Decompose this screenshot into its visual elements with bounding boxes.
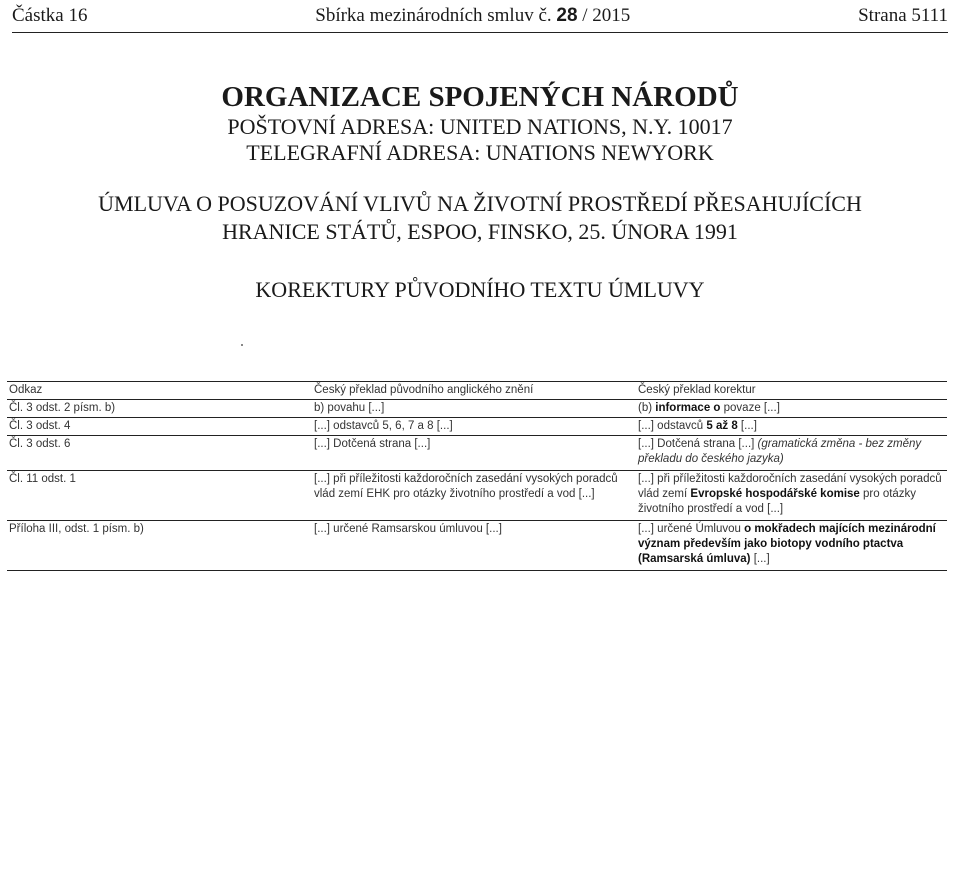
page-header — [12, 0, 948, 33]
telegraph-address: TELEGRAFNÍ ADRESA: UNATIONS NEWYORK — [246, 140, 714, 165]
correction-translation-cell — [636, 436, 947, 471]
reference-cell: Čl. 3 odst. 6 — [7, 436, 312, 471]
issue-label: Částka 16 — [12, 5, 88, 26]
original-translation-cell: b) povahu [...] — [312, 400, 636, 418]
plain-text: [...] — [750, 553, 770, 565]
convention-title-line-2: HRANICE STÁTŮ, ESPOO, FINSKO, 25. ÚNORA 1991 — [222, 219, 738, 244]
plain-text: pro otázky životního prostředí a vod [...] — [638, 488, 917, 515]
plain-text: [...] odstavců — [638, 420, 707, 432]
emphasized-text: Evropské hospodářské komise — [690, 488, 860, 500]
table-row — [7, 521, 947, 571]
plain-text: povaze [...] — [720, 402, 780, 414]
table-body — [7, 400, 947, 571]
plain-text: [...] určené — [638, 523, 696, 535]
collection-label — [315, 5, 630, 27]
plain-text: Úmluvou — [695, 523, 741, 535]
original-translation-cell: [...] Dotčená strana [...] — [312, 436, 636, 471]
emphasized-text: 5 až 8 — [706, 420, 738, 432]
header-reference: Odkaz — [7, 382, 312, 400]
table-header-row — [7, 382, 947, 400]
correction-translation-cell — [636, 400, 947, 418]
original-translation-cell: [...] odstavců 5, 6, 7 a 8 [...] — [312, 418, 636, 436]
reference-cell: Čl. 11 odst. 1 — [7, 471, 312, 521]
plain-text: (b) — [638, 402, 656, 414]
organization-title: ORGANIZACE SPOJENÝCH NÁRODŮ — [221, 81, 739, 113]
header-correction-translation: Český překlad korektur — [636, 382, 947, 400]
collection-name: Sbírka mezinárodních smluv č. — [315, 5, 552, 26]
scan-speck — [241, 344, 243, 346]
collection-year: / 2015 — [582, 5, 631, 26]
corrections-heading: KOREKTURY PŮVODNÍHO TEXTU ÚMLUVY — [255, 277, 705, 302]
table-row — [7, 400, 947, 418]
convention-title-line-1: ÚMLUVA O POSUZOVÁNÍ VLIVŮ NA ŽIVOTNÍ PROSTŘEDÍ PŘESAHUJÍCÍCH — [98, 191, 862, 216]
original-translation-cell: [...] při příležitosti každoročních zasedání vysokých poradců vlád zemí EHK pro otázky životního prostředí a vod [...] — [312, 471, 636, 521]
plain-text: [...] Dotčená strana [...] — [638, 438, 758, 450]
table-row — [7, 436, 947, 471]
postal-address: POŠTOVNÍ ADRESA: UNITED NATIONS, N.Y. 10017 — [227, 114, 733, 139]
plain-text: [...] při příležitosti každoročních zasedání vysokých poradců vlád zemí — [638, 473, 942, 500]
reference-cell: Čl. 3 odst. 4 — [7, 418, 312, 436]
convention-title — [0, 190, 960, 246]
table-header — [7, 382, 947, 400]
header-original-translation: Český překlad původního anglického znění — [312, 382, 636, 400]
emphasized-text: informace o — [655, 402, 721, 414]
table-row — [7, 418, 947, 436]
title-block — [0, 80, 960, 304]
original-translation-cell: [...] určené Ramsarskou úmluvou [...] — [312, 521, 636, 571]
emphasized-text: o mokřadech majících mezinárodní význam především jako biotopy vodního ptactva (Ramsarská úmluva) — [638, 523, 936, 565]
plain-text: [...] — [737, 420, 757, 432]
reference-cell: Čl. 3 odst. 2 písm. b) — [7, 400, 312, 418]
correction-translation-cell — [636, 521, 947, 571]
table-row — [7, 471, 947, 521]
corrections-table — [7, 381, 947, 571]
page-number: Strana 5111 — [858, 5, 948, 26]
collection-number: 28 — [556, 5, 578, 26]
correction-translation-cell — [636, 471, 947, 521]
correction-translation-cell — [636, 418, 947, 436]
italic-note: (gramatická změna - bez změny překladu do českého jazyka) — [638, 438, 922, 465]
reference-cell: Příloha III, odst. 1 písm. b) — [7, 521, 312, 571]
